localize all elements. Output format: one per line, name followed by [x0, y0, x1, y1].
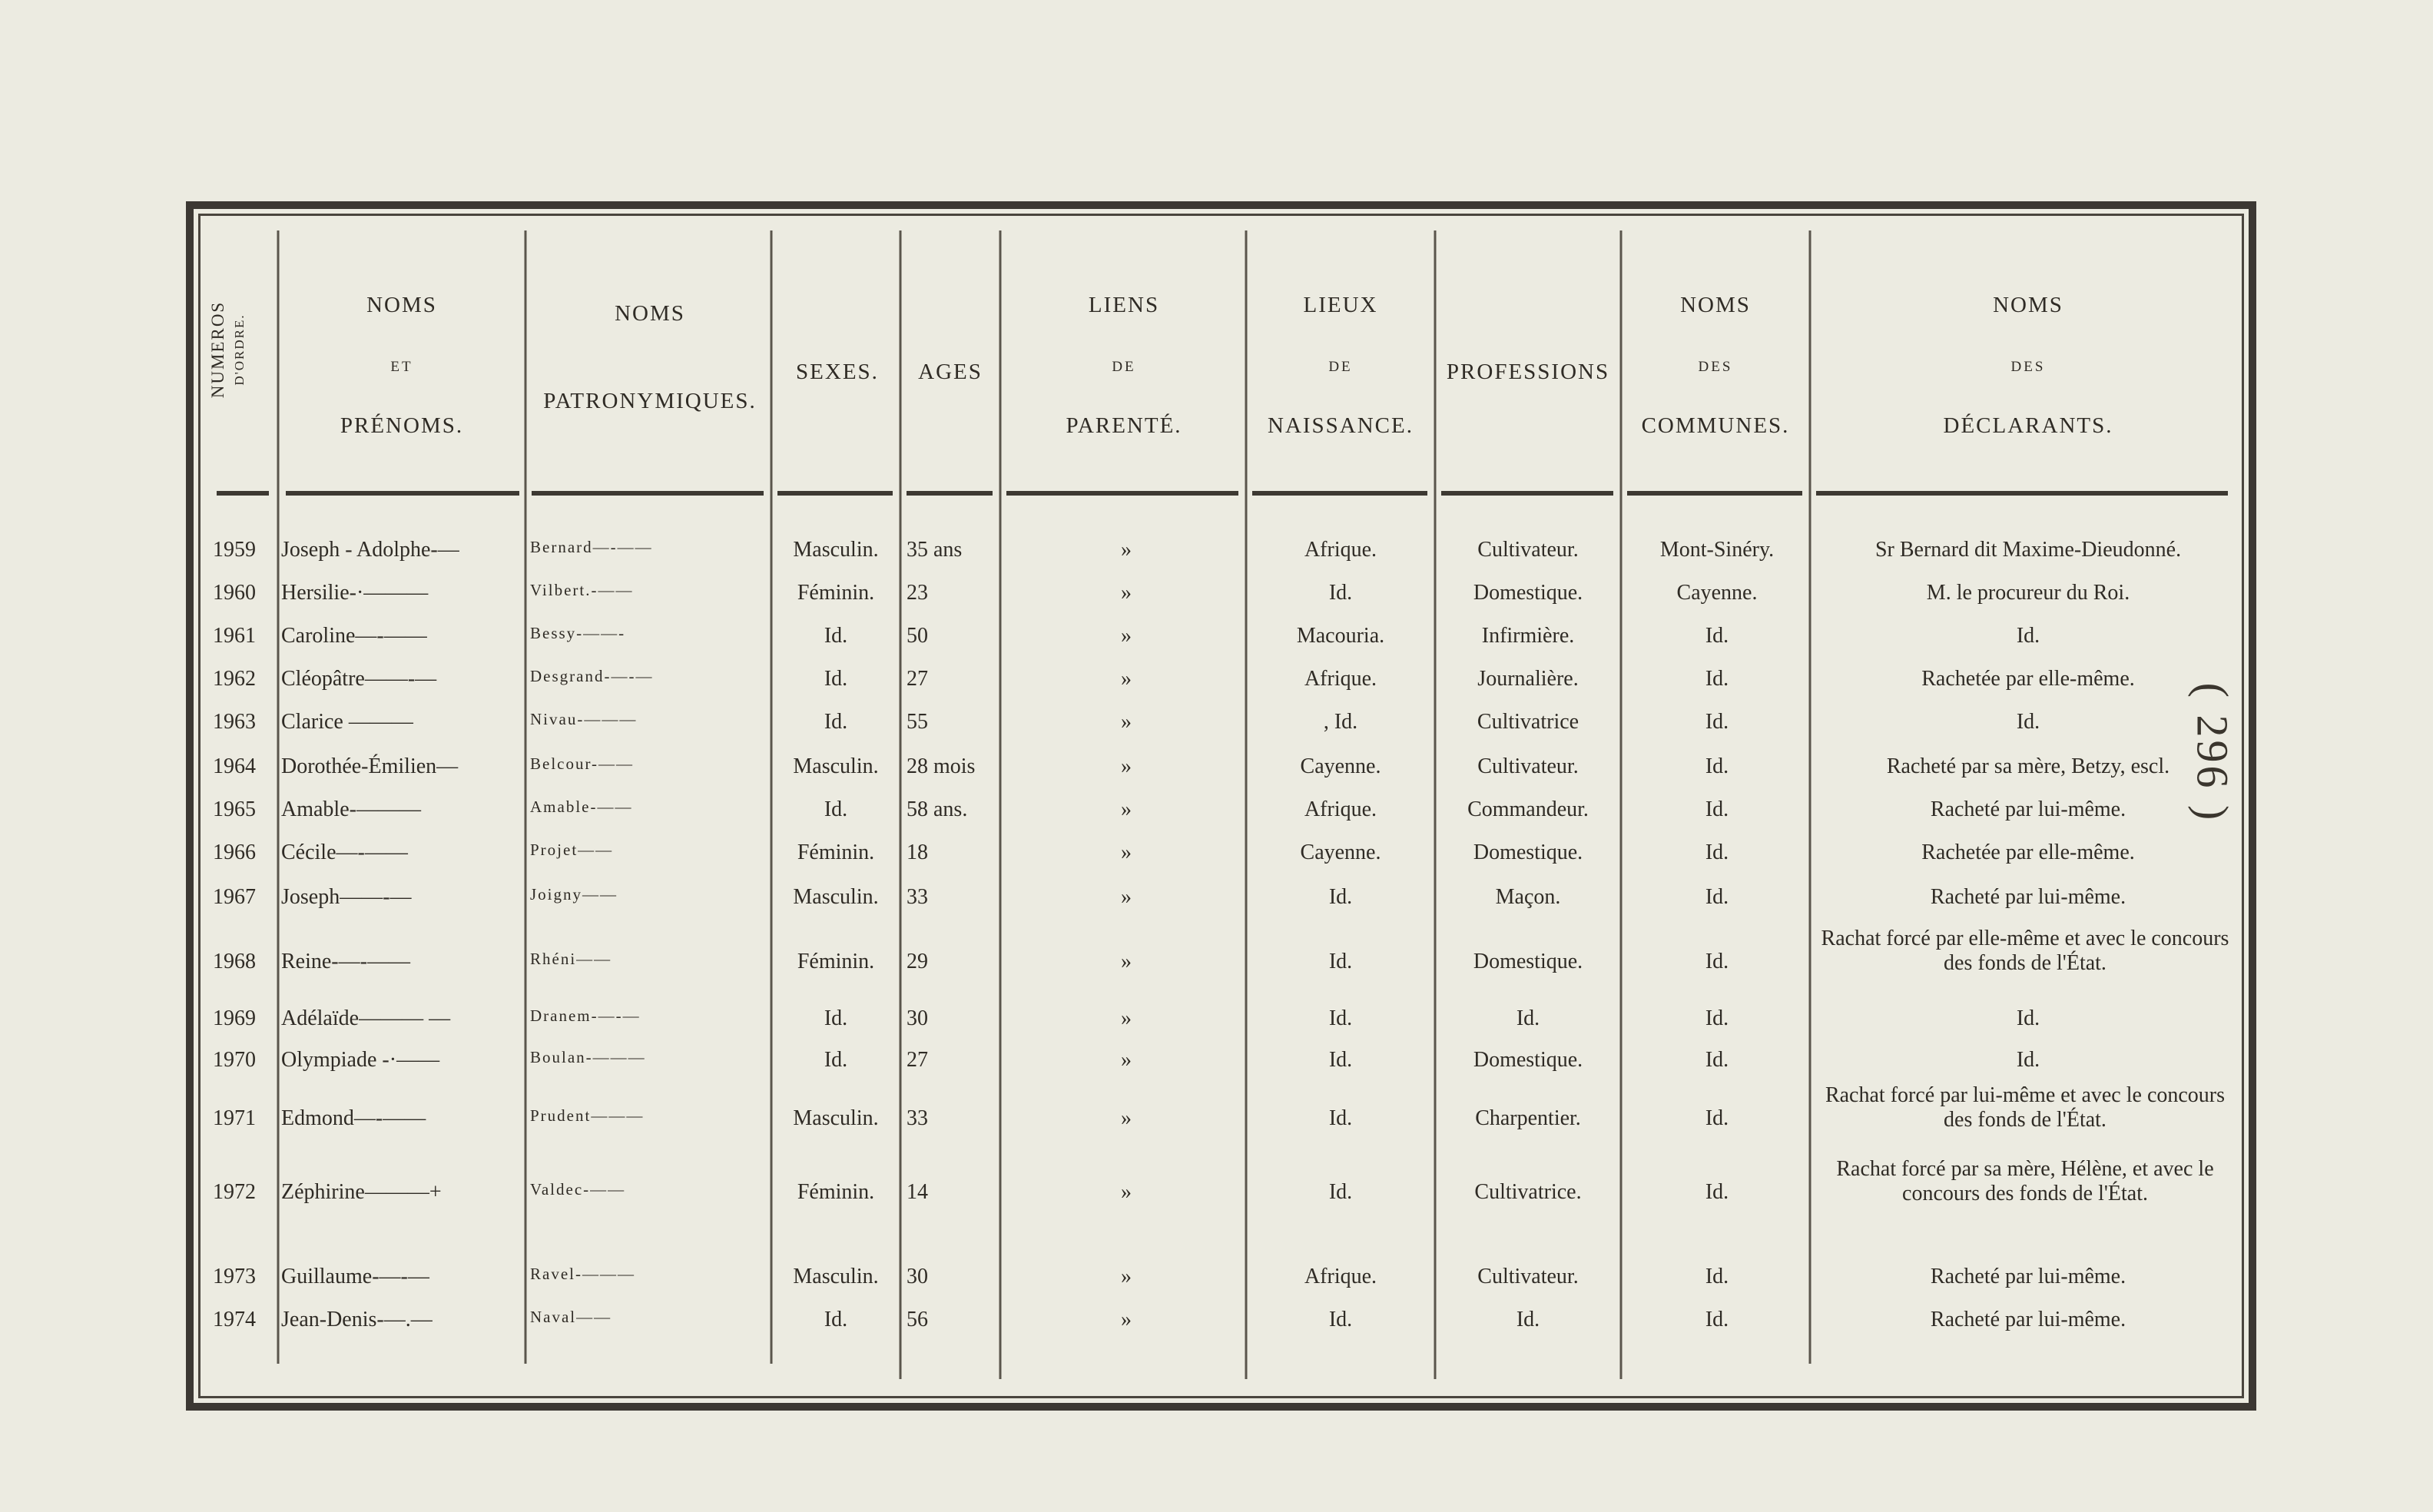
- cell-lien: »: [1121, 885, 1132, 909]
- cell-num: 1971: [213, 1106, 256, 1130]
- cell-commune: Id.: [1705, 710, 1729, 734]
- cell-sexe: Masculin.: [793, 1106, 879, 1130]
- cell-declarant: Rachat forcé par elle-même et avec le concours des fonds de l'État.: [1821, 927, 2229, 975]
- cell-age: 27: [907, 667, 928, 691]
- header-liens-1: LIENS: [1088, 293, 1160, 317]
- cell-patronyme: Vilbert.-——: [530, 581, 634, 599]
- cell-age: 18: [907, 841, 928, 864]
- cell-lieu: Id.: [1328, 581, 1353, 605]
- cell-prenom: Edmond—-——: [281, 1106, 426, 1130]
- cell-lieu: Id.: [1328, 885, 1353, 909]
- cell-sexe: Id.: [824, 710, 848, 734]
- cell-prenom: Amable-———: [281, 797, 421, 821]
- cell-sexe: Id.: [824, 1308, 848, 1331]
- cell-sexe: Id.: [824, 797, 848, 821]
- cell-prenom: Zéphirine———+: [281, 1180, 442, 1204]
- cell-age: 35 ans: [907, 538, 963, 562]
- cell-age: 58 ans.: [907, 797, 968, 821]
- cell-sexe: Féminin.: [797, 841, 875, 864]
- cell-num: 1961: [213, 624, 256, 648]
- cell-commune: Id.: [1705, 624, 1729, 648]
- cell-patronyme: Projet——: [530, 841, 614, 859]
- cell-declarant: Racheté par sa mère, Betzy, escl.: [1886, 754, 2170, 778]
- cell-patronyme: Amable-——: [530, 797, 633, 816]
- header-numeros: [205, 301, 250, 398]
- cell-declarant: Rachat forcé par lui-même et avec le concours des fonds de l'État.: [1825, 1083, 2226, 1132]
- cell-patronyme: Valdec-——: [530, 1180, 626, 1199]
- cell-prenom: Clarice ———: [281, 710, 413, 734]
- cell-age: 33: [907, 885, 928, 909]
- cell-prenom: Caroline—-——: [281, 624, 427, 648]
- cell-commune: Id.: [1705, 797, 1729, 821]
- cell-profession: Cultivateur.: [1477, 1265, 1579, 1288]
- cell-profession: Domestique.: [1473, 581, 1583, 605]
- cell-profession: Infirmière.: [1481, 624, 1575, 648]
- header-noms-prenoms-1: NOMS: [366, 293, 437, 317]
- header-professions: PROFESSIONS: [1446, 360, 1610, 384]
- header-lieux-2: DE: [1328, 359, 1353, 375]
- cell-prenom: Adélaïde——— —: [281, 1006, 451, 1030]
- cell-lieu: Id.: [1328, 950, 1353, 973]
- cell-prenom: Joseph - Adolphe-—: [281, 538, 459, 562]
- cell-prenom: Cécile—-——: [281, 841, 408, 864]
- cell-commune: Cayenne.: [1676, 581, 1758, 605]
- cell-declarant: Id.: [2016, 1006, 2040, 1030]
- cell-num: 1960: [213, 581, 256, 605]
- cell-lien: »: [1121, 1265, 1132, 1288]
- cell-lieu: Afrique.: [1304, 667, 1377, 691]
- cell-age: 30: [907, 1006, 928, 1030]
- cell-lien: »: [1121, 667, 1132, 691]
- cell-sexe: Masculin.: [793, 754, 879, 778]
- cell-commune: Id.: [1705, 754, 1729, 778]
- header-patronymiques-1: NOMS: [615, 301, 685, 326]
- cell-sexe: Masculin.: [793, 1265, 879, 1288]
- cell-num: 1967: [213, 885, 256, 909]
- cell-lieu: Afrique.: [1304, 797, 1377, 821]
- cell-lieu: Id.: [1328, 1308, 1353, 1331]
- cell-commune: Id.: [1705, 841, 1729, 864]
- cell-patronyme: Belcour-——: [530, 754, 635, 773]
- cell-commune: Id.: [1705, 667, 1729, 691]
- cell-lien: »: [1121, 841, 1132, 864]
- cell-age: 56: [907, 1308, 928, 1331]
- cell-lieu: Afrique.: [1304, 538, 1377, 562]
- cell-lieu: Cayenne.: [1300, 754, 1381, 778]
- header-numeros-line2: D'ORDRE.: [232, 313, 247, 386]
- cell-sexe: Id.: [824, 624, 848, 648]
- cell-patronyme: Bernard—-——: [530, 538, 653, 556]
- cell-commune: Id.: [1705, 885, 1729, 909]
- cell-age: 55: [907, 710, 928, 734]
- cell-profession: Cultivateur.: [1477, 754, 1579, 778]
- cell-patronyme: Naval——: [530, 1308, 612, 1326]
- header-lieux-1: LIEUX: [1303, 293, 1378, 317]
- cell-age: 28 mois: [907, 754, 976, 778]
- cell-num: 1959: [213, 538, 256, 562]
- cell-patronyme: Ravel-———: [530, 1265, 635, 1283]
- cell-profession: Domestique.: [1473, 841, 1583, 864]
- header-noms-prenoms-2: ET: [390, 359, 413, 375]
- cell-age: 27: [907, 1048, 928, 1072]
- cell-lien: »: [1121, 1006, 1132, 1030]
- cell-commune: Id.: [1705, 1006, 1729, 1030]
- cell-commune: Mont-Sinéry.: [1659, 538, 1775, 562]
- cell-num: 1973: [213, 1265, 256, 1288]
- page-number: ( 296 ): [2187, 682, 2238, 824]
- cell-profession: Id.: [1516, 1308, 1540, 1331]
- cell-lien: »: [1121, 797, 1132, 821]
- cell-num: 1968: [213, 950, 256, 973]
- header-sexes: SEXES.: [796, 360, 879, 384]
- cell-lieu: Id.: [1328, 1048, 1353, 1072]
- cell-sexe: Féminin.: [797, 1180, 875, 1204]
- cell-sexe: Féminin.: [797, 950, 875, 973]
- cell-age: 33: [907, 1106, 928, 1130]
- cell-num: 1963: [213, 710, 256, 734]
- header-ages: AGES: [918, 360, 983, 384]
- cell-prenom: Dorothée-Émilien—: [281, 754, 459, 778]
- cell-profession: Cultivateur.: [1477, 538, 1579, 562]
- cell-profession: Charpentier.: [1475, 1106, 1581, 1130]
- cell-age: 29: [907, 950, 928, 973]
- cell-lieu: , Id.: [1323, 710, 1358, 734]
- cell-num: 1964: [213, 754, 256, 778]
- header-noms-prenoms-3: PRÉNOMS.: [340, 413, 464, 438]
- cell-commune: Id.: [1705, 1180, 1729, 1204]
- cell-lien: »: [1121, 950, 1132, 973]
- header-communes-1: NOMS: [1680, 293, 1751, 317]
- cell-prenom: Guillaume-—-—: [281, 1265, 429, 1288]
- cell-num: 1965: [213, 797, 256, 821]
- cell-sexe: Id.: [824, 667, 848, 691]
- cell-lien: »: [1121, 581, 1132, 605]
- cell-declarant: Id.: [2016, 710, 2040, 734]
- cell-profession: Id.: [1516, 1006, 1540, 1030]
- cell-profession: Cultivatrice.: [1474, 1180, 1582, 1204]
- cell-commune: Id.: [1705, 1308, 1729, 1331]
- cell-declarant: Racheté par lui-même.: [1930, 797, 2126, 821]
- cell-commune: Id.: [1705, 1265, 1729, 1288]
- cell-lien: »: [1121, 1180, 1132, 1204]
- cell-patronyme: Prudent———: [530, 1106, 645, 1125]
- cell-lien: »: [1121, 1106, 1132, 1130]
- cell-prenom: Hersilie-·———: [281, 581, 429, 605]
- header-declarants-3: DÉCLARANTS.: [1943, 413, 2113, 438]
- cell-lien: »: [1121, 624, 1132, 648]
- header-liens-3: PARENTÉ.: [1066, 413, 1182, 438]
- cell-declarant: Sr Bernard dit Maxime-Dieudonné.: [1874, 538, 2182, 562]
- cell-declarant: Rachetée par elle-même.: [1921, 667, 2135, 691]
- cell-patronyme: Rhéni——: [530, 950, 612, 968]
- cell-declarant: Id.: [2016, 1048, 2040, 1072]
- cell-patronyme: Boulan-———: [530, 1048, 646, 1066]
- cell-lien: »: [1121, 1048, 1132, 1072]
- cell-num: 1972: [213, 1180, 256, 1204]
- cell-num: 1962: [213, 667, 256, 691]
- cell-num: 1974: [213, 1308, 256, 1331]
- cell-declarant: Id.: [2016, 624, 2040, 648]
- cell-commune: Id.: [1705, 950, 1729, 973]
- cell-profession: Journalière.: [1477, 667, 1579, 691]
- cell-num: 1969: [213, 1006, 256, 1030]
- cell-lien: »: [1121, 1308, 1132, 1331]
- header-lieux-3: NAISSANCE.: [1268, 413, 1414, 438]
- cell-sexe: Féminin.: [797, 581, 875, 605]
- cell-profession: Maçon.: [1495, 885, 1561, 909]
- cell-lieu: Id.: [1328, 1106, 1353, 1130]
- cell-sexe: Masculin.: [793, 885, 879, 909]
- cell-profession: Cultivatrice: [1477, 710, 1579, 734]
- header-communes-2: DES: [1698, 359, 1733, 375]
- cell-commune: Id.: [1705, 1048, 1729, 1072]
- cell-patronyme: Joigny——: [530, 885, 618, 904]
- cell-age: 30: [907, 1265, 928, 1288]
- cell-age: 23: [907, 581, 928, 605]
- cell-prenom: Reine-—-——: [281, 950, 410, 973]
- cell-patronyme: Nivau-———: [530, 710, 638, 728]
- cell-lieu: Macouria.: [1296, 624, 1385, 648]
- header-declarants-1: NOMS: [1993, 293, 2063, 317]
- header-communes-3: COMMUNES.: [1641, 413, 1790, 438]
- cell-age: 50: [907, 624, 928, 648]
- cell-profession: Commandeur.: [1467, 797, 1589, 821]
- cell-lien: »: [1121, 710, 1132, 734]
- cell-num: 1966: [213, 841, 256, 864]
- cell-profession: Domestique.: [1473, 1048, 1583, 1072]
- cell-patronyme: Dranem-—-—: [530, 1006, 641, 1025]
- cell-num: 1970: [213, 1048, 256, 1072]
- cell-commune: Id.: [1705, 1106, 1729, 1130]
- cell-patronyme: Bessy-——-: [530, 624, 626, 642]
- cell-age: 14: [907, 1180, 928, 1204]
- cell-prenom: Olympiade -·——: [281, 1048, 440, 1072]
- cell-lien: »: [1121, 538, 1132, 562]
- cell-prenom: Joseph——-—: [281, 885, 412, 909]
- header-patronymiques-2: PATRONYMIQUES.: [543, 389, 757, 413]
- cell-declarant: Rachat forcé par sa mère, Hélène, et avec le concours des fonds de l'État.: [1836, 1157, 2214, 1205]
- cell-lieu: Id.: [1328, 1006, 1353, 1030]
- cell-declarant: Racheté par lui-même.: [1930, 885, 2126, 909]
- cell-lieu: Id.: [1328, 1180, 1353, 1204]
- cell-patronyme: Desgrand-—-—: [530, 667, 654, 685]
- cell-sexe: Masculin.: [793, 538, 879, 562]
- header-liens-2: DE: [1112, 359, 1136, 375]
- cell-sexe: Id.: [824, 1048, 848, 1072]
- header-declarants-2: DES: [2010, 359, 2046, 375]
- cell-declarant: Racheté par lui-même.: [1930, 1265, 2126, 1288]
- cell-lien: »: [1121, 754, 1132, 778]
- header-numeros-line1: NUMEROS: [208, 300, 228, 399]
- cell-declarant: M. le procureur du Roi.: [1926, 581, 2130, 605]
- cell-lieu: Cayenne.: [1300, 841, 1381, 864]
- cell-prenom: Cléopâtre——-—: [281, 667, 437, 691]
- cell-sexe: Id.: [824, 1006, 848, 1030]
- cell-declarant: Racheté par lui-même.: [1930, 1308, 2126, 1331]
- cell-prenom: Jean-Denis-—.—: [281, 1308, 433, 1331]
- cell-declarant: Rachetée par elle-même.: [1921, 841, 2135, 864]
- cell-lieu: Afrique.: [1304, 1265, 1377, 1288]
- cell-profession: Domestique.: [1473, 950, 1583, 973]
